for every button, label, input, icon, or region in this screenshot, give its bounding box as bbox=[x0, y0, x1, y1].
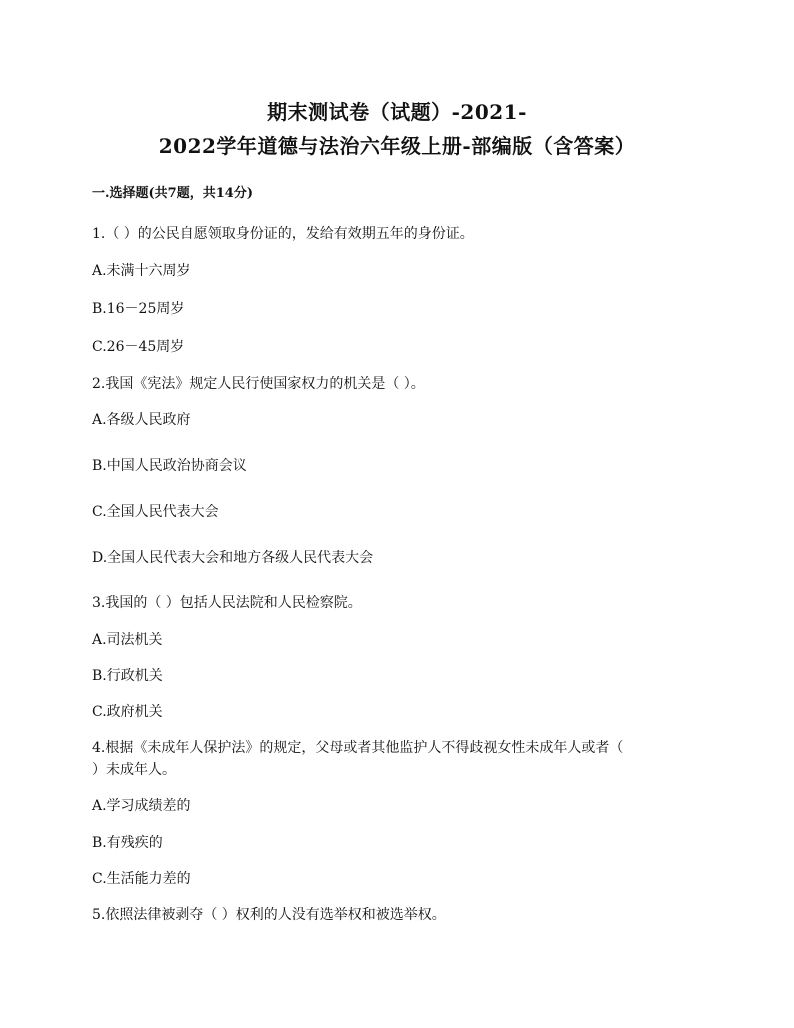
document-title-line-2: 2022学年道德与法治六年级上册-部编版（含答案） bbox=[158, 134, 636, 158]
question-2-option-c: C.全国人民代表大会 bbox=[92, 504, 219, 520]
question-1-option-c: C.26－45周岁 bbox=[92, 339, 185, 355]
section-heading: 一.选择题(共7题，共14分) bbox=[92, 186, 253, 201]
question-4-stem-line-1: 4.根据《未成年人保护法》的规定，父母或者其他监护人不得歧视女性未成年人或者（ bbox=[92, 740, 624, 756]
question-1-option-b: B.16－25周岁 bbox=[92, 301, 185, 317]
question-3-option-c: C.政府机关 bbox=[92, 704, 163, 720]
question-3-stem: 3.我国的（ ）包括人民法院和人民检察院。 bbox=[92, 595, 362, 611]
question-4-option-b: B.有残疾的 bbox=[92, 835, 163, 851]
question-4-stem-line-2: ）未成年人。 bbox=[92, 762, 176, 778]
question-4-option-a: A.学习成绩差的 bbox=[92, 798, 191, 814]
question-2-option-b: B.中国人民政治协商会议 bbox=[92, 458, 247, 474]
document-title-line-1: 期末测试卷（试题）-2021- bbox=[267, 100, 527, 124]
question-2-option-a: A.各级人民政府 bbox=[92, 412, 191, 428]
question-1-option-a: A.未满十六周岁 bbox=[92, 263, 191, 279]
question-2-option-d: D.全国人民代表大会和地方各级人民代表大会 bbox=[92, 550, 374, 566]
question-3-option-b: B.行政机关 bbox=[92, 668, 163, 684]
question-5-stem: 5.依照法律被剥夺（ ）权利的人没有选举权和被选举权。 bbox=[92, 907, 446, 923]
question-4-option-c: C.生活能力差的 bbox=[92, 871, 191, 887]
question-2-stem: 2.我国《宪法》规定人民行使国家权力的机关是（ ）。 bbox=[92, 376, 425, 392]
question-3-option-a: A.司法机关 bbox=[92, 632, 163, 648]
question-1-stem: 1.（ ）的公民自愿领取身份证的，发给有效期五年的身份证。 bbox=[92, 226, 474, 242]
